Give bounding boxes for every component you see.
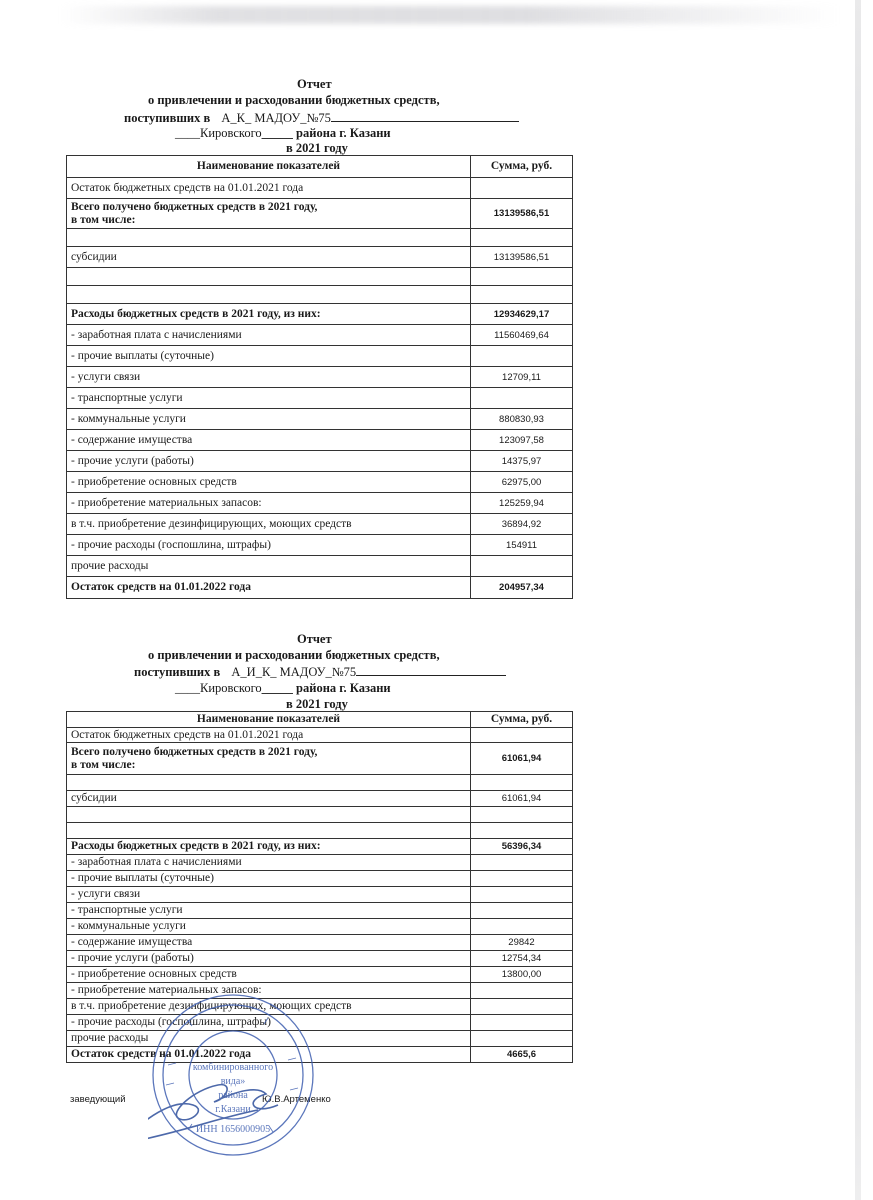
row-value-cell: 880830,93 bbox=[471, 409, 573, 430]
table-row bbox=[67, 871, 573, 887]
row-value-cell bbox=[471, 855, 573, 871]
row-value-cell: 61061,94 bbox=[471, 743, 573, 775]
report1-table bbox=[66, 155, 573, 599]
table-row bbox=[67, 935, 573, 951]
row-name-cell bbox=[67, 268, 471, 286]
report1-org-underline bbox=[331, 110, 519, 122]
row-name-cell: - приобретение материальных запасов: bbox=[67, 983, 471, 999]
row-value-cell bbox=[471, 388, 573, 409]
table-header-row bbox=[67, 156, 573, 178]
row-name-cell: Остаток бюджетных средств на 01.01.2021 года bbox=[67, 178, 471, 199]
table-row bbox=[67, 999, 573, 1015]
row-value-cell: 62975,00 bbox=[471, 472, 573, 493]
table-row bbox=[67, 493, 573, 514]
signature-position: заведующий bbox=[70, 1094, 126, 1105]
row-name-cell: Остаток средств на 01.01.2022 года bbox=[67, 577, 471, 599]
row-name-cell: - прочие услуги (работы) bbox=[67, 451, 471, 472]
row-name-cell: в т.ч. приобретение дезинфицирующих, моющих средств bbox=[67, 999, 471, 1015]
table-row bbox=[67, 887, 573, 903]
row-value-cell: 13139586,51 bbox=[471, 247, 573, 268]
row-name-cell: Расходы бюджетных средств в 2021 году, из них: bbox=[67, 304, 471, 325]
row-value-cell: 11560469,64 bbox=[471, 325, 573, 346]
row-name-cell: прочие расходы bbox=[67, 556, 471, 577]
row-value-cell: 14375,97 bbox=[471, 451, 573, 472]
row-value-cell bbox=[471, 346, 573, 367]
row-name-cell: - прочие услуги (работы) bbox=[67, 951, 471, 967]
row-name-cell: - транспортные услуги bbox=[67, 903, 471, 919]
table-row bbox=[67, 367, 573, 388]
row-name-cell: - заработная плата с начислениями bbox=[67, 325, 471, 346]
row-name-cell: - прочие выплаты (суточные) bbox=[67, 346, 471, 367]
row-name-cell bbox=[67, 807, 471, 823]
stamp-text-line: вида» bbox=[220, 1076, 246, 1087]
table-row bbox=[67, 743, 573, 775]
stamp-text-line: района bbox=[218, 1090, 248, 1101]
table-row bbox=[67, 535, 573, 556]
row-value-cell bbox=[471, 871, 573, 887]
row-name-cell: Всего получено бюджетных средств в 2021 году, в том числе: bbox=[67, 199, 471, 229]
row-value-cell bbox=[471, 999, 573, 1015]
table-row bbox=[67, 346, 573, 367]
row-name-cell bbox=[67, 775, 471, 791]
row-value-cell: 123097,58 bbox=[471, 430, 573, 451]
report1-title: Отчет bbox=[297, 77, 332, 91]
stamp-text-line: комбинированного bbox=[192, 1062, 274, 1073]
report2-district-line bbox=[175, 681, 391, 696]
report1-district-pre: ____ bbox=[175, 126, 200, 140]
report1-subtitle: о привлечении и расходовании бюджетных средств, bbox=[148, 93, 440, 107]
row-value-cell bbox=[471, 983, 573, 999]
report1-recipient bbox=[124, 110, 519, 126]
row-name-cell: - приобретение основных средств bbox=[67, 472, 471, 493]
row-name-cell: Остаток средств на 01.01.2022 года bbox=[67, 1047, 471, 1063]
table-row bbox=[67, 967, 573, 983]
row-value-cell bbox=[471, 887, 573, 903]
row-name-cell: - содержание имущества bbox=[67, 935, 471, 951]
row-value-cell bbox=[471, 807, 573, 823]
stamp-text-line: ИНН 1656000905 bbox=[195, 1124, 271, 1135]
table-row bbox=[67, 775, 573, 791]
row-value-cell bbox=[471, 728, 573, 743]
scan-edge-right bbox=[855, 0, 861, 1200]
table-row bbox=[67, 1031, 573, 1047]
table-row bbox=[67, 983, 573, 999]
table-row bbox=[67, 472, 573, 493]
row-value-cell bbox=[471, 919, 573, 935]
table-row bbox=[67, 229, 573, 247]
row-name-cell: в т.ч. приобретение дезинфицирующих, моющих средств bbox=[67, 514, 471, 535]
report1-district-post: _____ района г. Казани bbox=[261, 126, 391, 140]
report1-year: в 2021 году bbox=[286, 141, 348, 155]
report1-district: Кировского bbox=[200, 126, 262, 140]
row-value-cell bbox=[471, 229, 573, 247]
table-row bbox=[67, 728, 573, 743]
row-value-cell: 13800,00 bbox=[471, 967, 573, 983]
row-name-cell bbox=[67, 286, 471, 304]
report2-recipient bbox=[134, 664, 506, 680]
table-row bbox=[67, 325, 573, 346]
scan-shadow-top bbox=[60, 6, 840, 24]
row-name-cell: - содержание имущества bbox=[67, 430, 471, 451]
row-value-cell bbox=[471, 556, 573, 577]
row-value-cell bbox=[471, 178, 573, 199]
report2-title: Отчет bbox=[297, 632, 332, 646]
table-row bbox=[67, 430, 573, 451]
row-value-cell: 154911 bbox=[471, 535, 573, 556]
report2-org-underline bbox=[356, 664, 506, 676]
table-row bbox=[67, 1015, 573, 1031]
table-row bbox=[67, 268, 573, 286]
report1-recipient-label: поступивших в bbox=[124, 111, 211, 125]
table-row bbox=[67, 1047, 573, 1063]
row-value-cell bbox=[471, 903, 573, 919]
row-name-cell: - транспортные услуги bbox=[67, 388, 471, 409]
report1-org: А_К_ МАДОУ_№75 bbox=[221, 111, 331, 125]
row-value-cell: 204957,34 bbox=[471, 577, 573, 599]
table-row bbox=[67, 791, 573, 807]
report2-subtitle: о привлечении и расходовании бюджетных средств, bbox=[148, 648, 440, 662]
table-row bbox=[67, 247, 573, 268]
report1-district-line bbox=[175, 126, 391, 141]
row-name-cell: - услуги связи bbox=[67, 887, 471, 903]
table-row bbox=[67, 577, 573, 599]
report2-district-pre: ____ bbox=[175, 681, 200, 695]
table-row bbox=[67, 178, 573, 199]
row-value-cell bbox=[471, 823, 573, 839]
table-row bbox=[67, 807, 573, 823]
row-name-cell: Расходы бюджетных средств в 2021 году, из них: bbox=[67, 839, 471, 855]
row-value-cell: 4665,6 bbox=[471, 1047, 573, 1063]
row-name-cell: субсидии bbox=[67, 247, 471, 268]
header-sum-cell: Сумма, руб. bbox=[471, 156, 573, 178]
row-value-cell bbox=[471, 268, 573, 286]
row-name-cell: - приобретение материальных запасов: bbox=[67, 493, 471, 514]
official-stamp bbox=[148, 990, 318, 1160]
table-row bbox=[67, 451, 573, 472]
report2-district-post: _____ района г. Казани bbox=[261, 681, 391, 695]
row-name-cell bbox=[67, 229, 471, 247]
row-name-cell: Всего получено бюджетных средств в 2021 году, в том числе: bbox=[67, 743, 471, 775]
signature-name: Ю.В.Артеменко bbox=[262, 1094, 331, 1105]
table-row bbox=[67, 556, 573, 577]
table-row bbox=[67, 304, 573, 325]
row-name-cell: - заработная плата с начислениями bbox=[67, 855, 471, 871]
row-value-cell: 12754,34 bbox=[471, 951, 573, 967]
stamp-text-line: г.Казани bbox=[215, 1104, 251, 1115]
report2-org: А_И_К_ МАДОУ_№75 bbox=[231, 665, 357, 679]
row-name-cell: Остаток бюджетных средств на 01.01.2021 года bbox=[67, 728, 471, 743]
row-value-cell bbox=[471, 775, 573, 791]
row-value-cell bbox=[471, 286, 573, 304]
row-name-cell: - коммунальные услуги bbox=[67, 409, 471, 430]
report2-recipient-label: поступивших в bbox=[134, 665, 221, 679]
row-name-cell: - услуги связи bbox=[67, 367, 471, 388]
header-name-cell: Наименование показателей bbox=[67, 156, 471, 178]
row-name-cell: - прочие расходы (госпошлина, штрафы) bbox=[67, 535, 471, 556]
row-value-cell bbox=[471, 1015, 573, 1031]
table-row bbox=[67, 823, 573, 839]
table-row bbox=[67, 286, 573, 304]
header-sum-cell: Сумма, руб. bbox=[471, 712, 573, 728]
header-name-cell: Наименование показателей bbox=[67, 712, 471, 728]
row-value-cell: 12709,11 bbox=[471, 367, 573, 388]
row-name-cell bbox=[67, 823, 471, 839]
row-name-cell: - прочие выплаты (суточные) bbox=[67, 871, 471, 887]
row-value-cell: 125259,94 bbox=[471, 493, 573, 514]
table-row bbox=[67, 409, 573, 430]
row-name-cell: - прочие расходы (госпошлина, штрафы) bbox=[67, 1015, 471, 1031]
row-name-cell: прочие расходы bbox=[67, 1031, 471, 1047]
row-name-cell: субсидии bbox=[67, 791, 471, 807]
table-row bbox=[67, 388, 573, 409]
table-header-row bbox=[67, 712, 573, 728]
table-row bbox=[67, 839, 573, 855]
row-value-cell: 13139586,51 bbox=[471, 199, 573, 229]
report2-year: в 2021 году bbox=[286, 697, 348, 711]
row-value-cell: 12934629,17 bbox=[471, 304, 573, 325]
row-value-cell: 61061,94 bbox=[471, 791, 573, 807]
row-value-cell: 36894,92 bbox=[471, 514, 573, 535]
row-name-cell: - коммунальные услуги bbox=[67, 919, 471, 935]
report2-district: Кировского bbox=[200, 681, 262, 695]
report2-table bbox=[66, 711, 573, 1063]
table-row bbox=[67, 903, 573, 919]
row-value-cell: 29842 bbox=[471, 935, 573, 951]
table-row bbox=[67, 951, 573, 967]
table-row bbox=[67, 855, 573, 871]
table-row bbox=[67, 514, 573, 535]
row-value-cell: 56396,34 bbox=[471, 839, 573, 855]
row-value-cell bbox=[471, 1031, 573, 1047]
table-row bbox=[67, 919, 573, 935]
table-row bbox=[67, 199, 573, 229]
row-name-cell: - приобретение основных средств bbox=[67, 967, 471, 983]
